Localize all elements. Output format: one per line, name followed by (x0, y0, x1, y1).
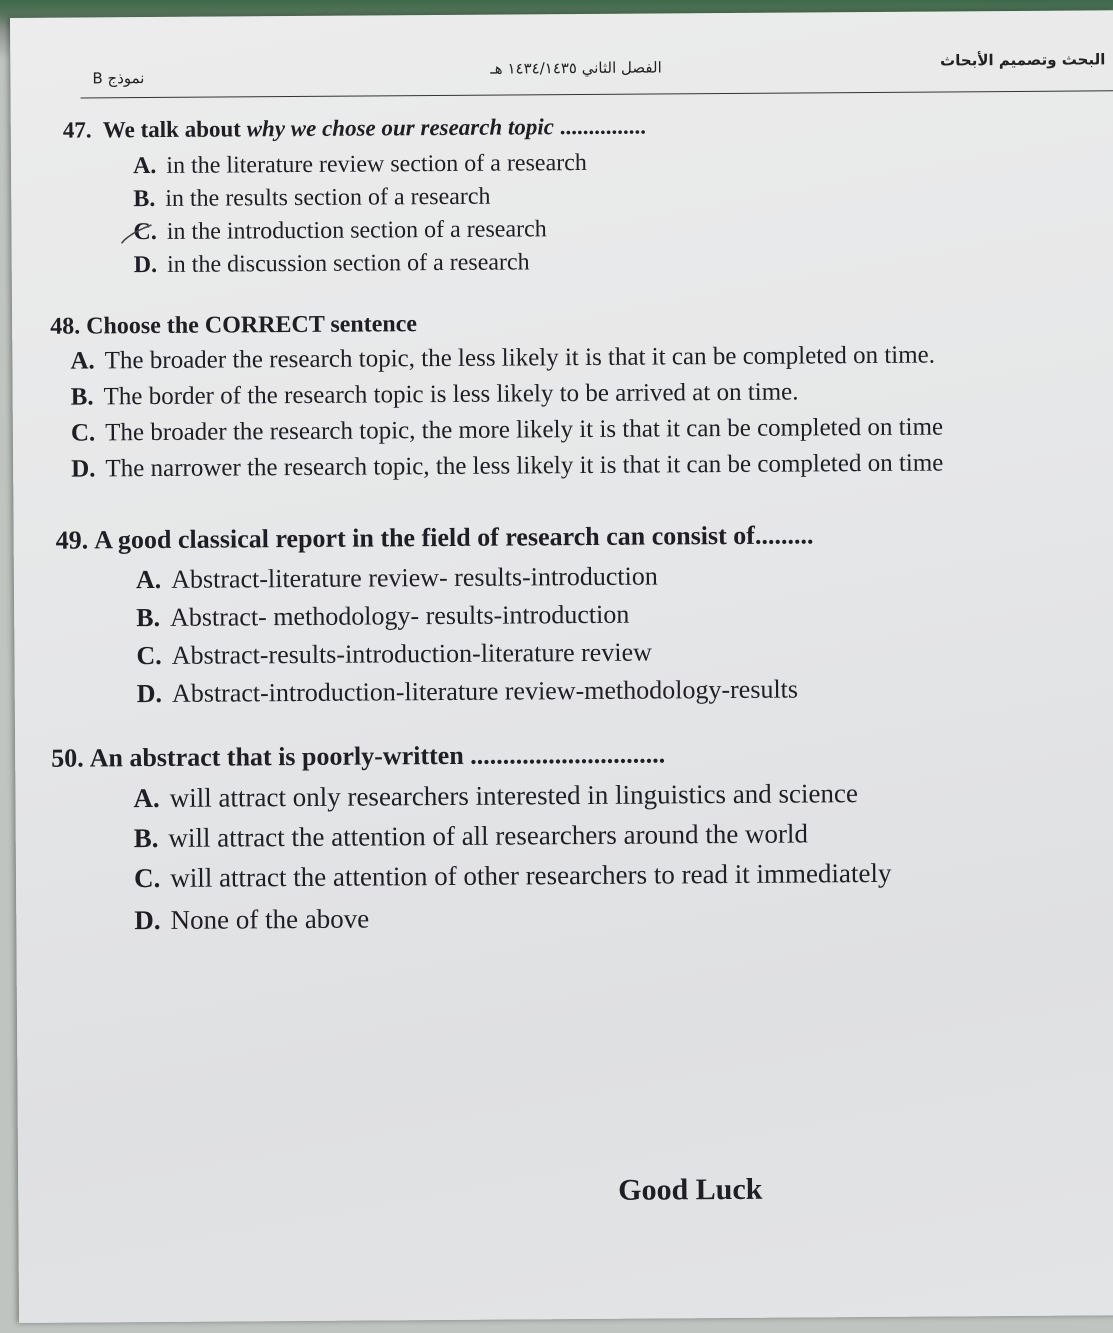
option-text: will attract the attention of other researchers to read it immediately (170, 857, 892, 893)
option-text: Abstract-results-introduction-literature review (171, 637, 652, 670)
option-48-a (70, 342, 935, 376)
option-49-d (137, 675, 798, 710)
option-47-b (133, 184, 490, 213)
option-text: will attract the attention of all researchers around the world (168, 818, 809, 853)
option-50-b (134, 818, 808, 854)
option-49-a (136, 561, 658, 595)
question-48-text (50, 311, 417, 341)
option-letter: C. (133, 862, 161, 894)
option-50-d (134, 904, 369, 937)
course-title: البحث وتصميم الأبحاث (940, 50, 1106, 70)
option-48-c (71, 413, 943, 447)
option-letter: D. (134, 904, 161, 936)
page-header (80, 50, 1113, 98)
option-47-c (133, 216, 546, 246)
option-text: in the literature review section of a research (166, 149, 587, 179)
option-letter: B. (133, 185, 156, 213)
option-50-a (133, 778, 858, 814)
question-48 (12, 306, 1102, 483)
option-letter: C. (133, 218, 157, 246)
option-letter: B. (70, 383, 94, 411)
question-text: Choose the CORRECT sentence (86, 311, 418, 340)
question-50 (15, 736, 1105, 936)
question-number: 48. (50, 313, 81, 340)
option-50-c (134, 858, 892, 894)
semester-label: الفصل الثاني ١٤٣٤/١٤٣٥ هـ (490, 58, 662, 78)
option-letter: B. (136, 602, 161, 633)
good-luck-footer: Good Luck (618, 1172, 763, 1207)
question-49-text (56, 520, 814, 555)
option-letter: D. (71, 455, 96, 483)
option-letter: A. (132, 152, 157, 180)
option-letter: A. (133, 782, 160, 814)
question-47-italic: why we chose our research topic (246, 114, 555, 142)
option-49-b (136, 600, 629, 633)
option-letter: A. (135, 564, 162, 595)
option-48-b (71, 379, 799, 412)
option-letter: D. (133, 251, 158, 279)
option-text: The broader the research topic, the less likely it is that it can be completed on time. (104, 341, 936, 375)
option-49-c (136, 638, 652, 672)
question-number: 47. (62, 117, 92, 143)
option-letter: D. (136, 678, 163, 709)
option-text: The border of the research topic is less likely to be arrived at on time. (103, 378, 799, 411)
exam-page (10, 10, 1113, 1323)
option-48-d (71, 449, 943, 483)
option-text: The broader the research topic, the more likely it is that it can be completed on time (105, 413, 944, 447)
option-text: The narrower the research topic, the less likely it is that it can be completed on time (105, 449, 944, 483)
option-text: None of the above (170, 903, 370, 935)
option-text: will attract only researchers interested in linguistics and science (169, 778, 859, 813)
question-text: A good classical report in the field of research can consist of......... (94, 520, 814, 555)
option-47-a (133, 150, 587, 180)
question-49 (14, 518, 1104, 709)
pencil-check-mark-icon (119, 223, 153, 247)
question-47 (11, 110, 1101, 279)
option-text: Abstract- methodology- results-introduction (169, 599, 630, 632)
option-text: in the results section of a research (165, 183, 491, 212)
question-number: 49. (55, 525, 89, 555)
option-text: Abstract-introduction-literature review-methodology-results (171, 674, 799, 708)
option-letter: A. (70, 347, 95, 375)
question-text: An abstract that is poorly-written .............................. (89, 739, 666, 773)
question-47-text (63, 114, 646, 144)
question-47-dots: ............... (559, 113, 647, 140)
option-text: in the introduction section of a research (166, 216, 547, 245)
option-text: in the discussion section of a research (166, 249, 530, 278)
option-letter: C. (70, 419, 96, 447)
option-letter: B. (133, 822, 159, 854)
option-letter: C. (136, 640, 162, 671)
exam-model-label: نموذج B (92, 69, 145, 88)
option-text: Abstract-literature review- results-introduction (171, 561, 658, 594)
question-47-plain: We talk about (102, 116, 241, 143)
question-50-text (51, 739, 665, 773)
question-number: 50. (51, 743, 84, 773)
option-47-d (134, 249, 530, 279)
